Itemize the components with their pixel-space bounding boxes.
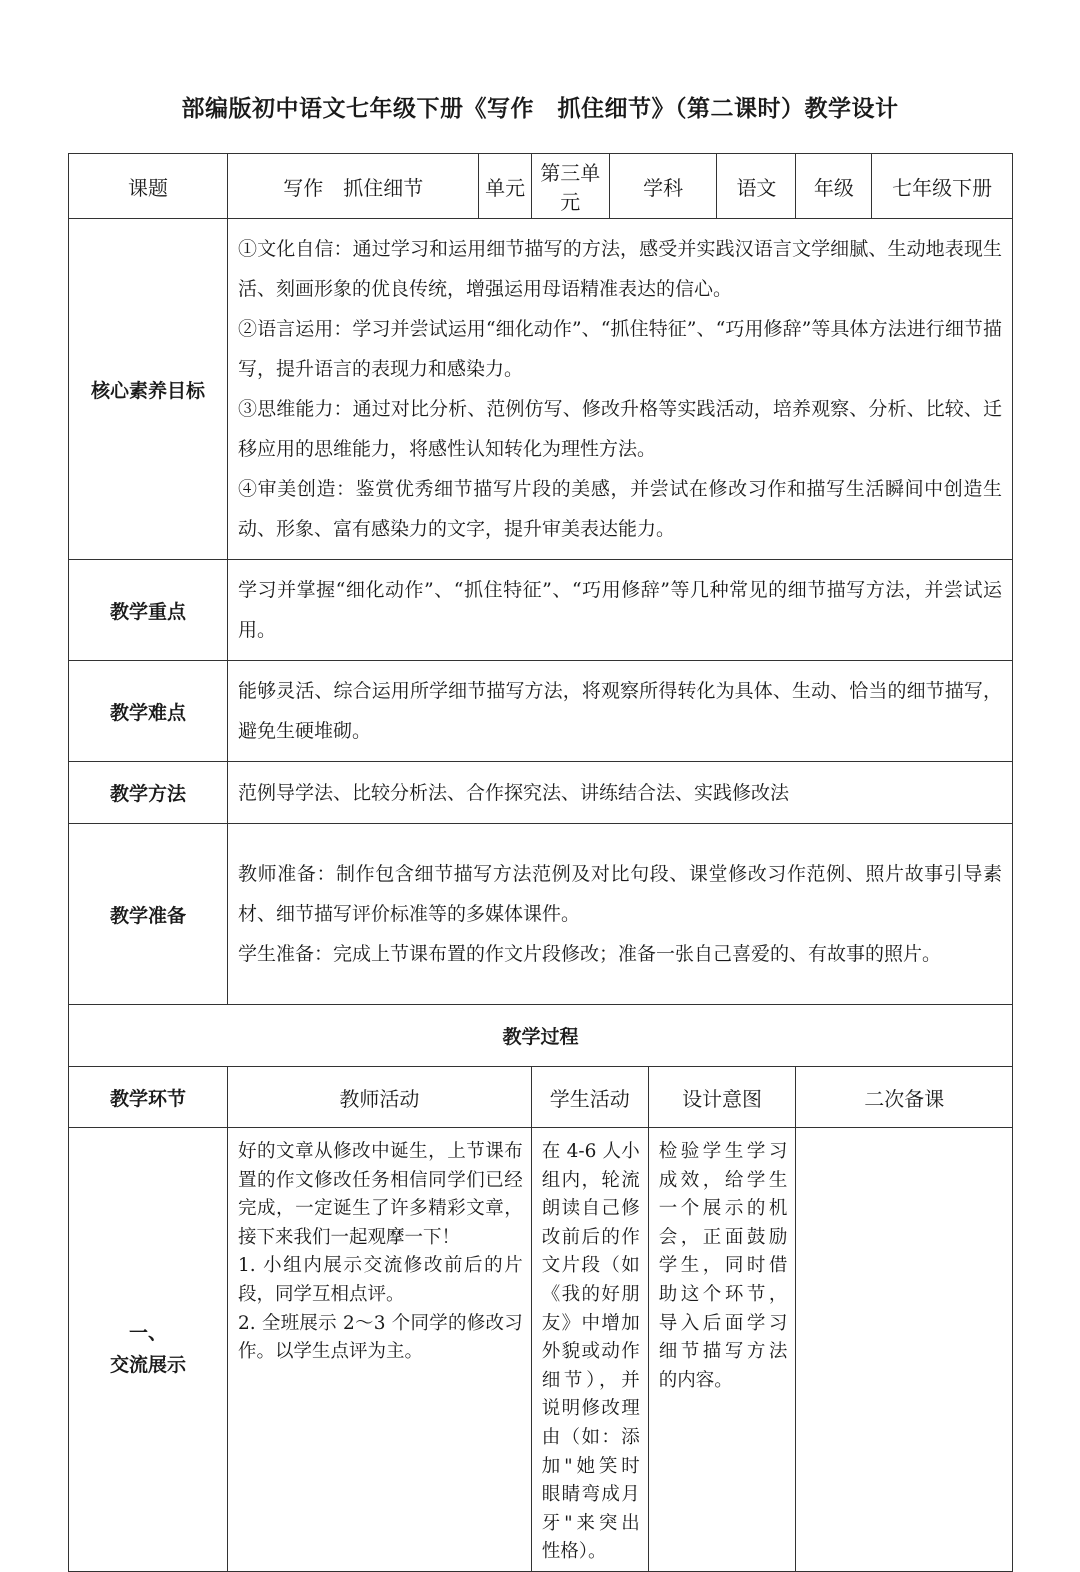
process-section-title: 教学过程 bbox=[69, 1005, 1013, 1067]
process-title-row bbox=[69, 1005, 1013, 1067]
core-goal-item: ②语言运用：学习并尝试运用“细化动作”、“抓住特征”、“巧用修辞”等具体方法进行细节描写，提升语言的表现力和感染力。 bbox=[238, 318, 1002, 380]
difficulty-row bbox=[69, 661, 1013, 762]
core-goal-item: ①文化自信：通过学习和运用细节描写的方法，感受并实践汉语言文学细腻、生动地表现生活、刻画形象的优良传统，增强运用母语精准表达的信心。 bbox=[238, 238, 1002, 300]
methods-row bbox=[69, 762, 1013, 824]
subject-label: 学科 bbox=[609, 154, 717, 219]
lesson-plan-table bbox=[68, 153, 1013, 1572]
student-preparation: 学生准备：完成上节课布置的作文片段修改；准备一张自己喜爱的、有故事的照片。 bbox=[238, 943, 942, 965]
core-goals-row bbox=[69, 219, 1013, 560]
student-activity-cell: 在 4-6 人小组内，轮流朗读自己修改前后的作文片段（如《我的好朋友》中增加外貌或动作细节），并说明修改理由（如：添加"她笑时眼睛弯成月牙"来突出性格）。 bbox=[531, 1128, 648, 1572]
key-point-label: 教学重点 bbox=[69, 560, 228, 661]
core-goals-content bbox=[228, 219, 1013, 560]
subject-value: 语文 bbox=[717, 154, 796, 219]
methods-label: 教学方法 bbox=[69, 762, 228, 824]
methods-text: 范例导学法、比较分析法、合作探究法、讲练结合法、实践修改法 bbox=[228, 762, 1013, 824]
process-row bbox=[69, 1128, 1013, 1572]
design-intent-header: 设计意图 bbox=[648, 1067, 796, 1128]
core-goal-item: ④审美创造：鉴赏优秀细节描写片段的美感，并尝试在修改习作和描写生活瞬间中创造生动、形象、富有感染力的文字，提升审美表达能力。 bbox=[238, 478, 1002, 540]
stage-header: 教学环节 bbox=[69, 1067, 228, 1128]
preparation-content bbox=[228, 824, 1013, 1005]
unit-value: 第三单元 bbox=[531, 154, 609, 219]
stage-cell bbox=[69, 1128, 228, 1572]
teacher-activity-header: 教师活动 bbox=[228, 1067, 532, 1128]
second-prep-header: 二次备课 bbox=[796, 1067, 1013, 1128]
core-goal-item: ③思维能力：通过对比分析、范例仿写、修改升格等实践活动，培养观察、分析、比较、迁移应用的思维能力，将感性认知转化为理性方法。 bbox=[238, 398, 1002, 460]
difficulty-text: 能够灵活、综合运用所学细节描写方法，将观察所得转化为具体、生动、恰当的细节描写，避免生硬堆砌。 bbox=[228, 661, 1013, 762]
teacher-activity-line: 2. 全班展示 2～3 个同学的修改习作。以学生点评为主。 bbox=[238, 1312, 523, 1363]
process-header-row bbox=[69, 1067, 1013, 1128]
grade-value: 七年级下册 bbox=[872, 154, 1013, 219]
info-row bbox=[69, 154, 1013, 219]
preparation-label: 教学准备 bbox=[69, 824, 228, 1005]
key-point-row bbox=[69, 560, 1013, 661]
stage-number: 一、 bbox=[129, 1322, 168, 1345]
difficulty-label: 教学难点 bbox=[69, 661, 228, 762]
document-title: 部编版初中语文七年级下册《写作 抓住细节》（第二课时）教学设计 bbox=[181, 95, 899, 122]
grade-label: 年级 bbox=[796, 154, 872, 219]
unit-label: 单元 bbox=[479, 154, 531, 219]
second-prep-cell bbox=[796, 1128, 1013, 1572]
stage-name: 交流展示 bbox=[110, 1354, 187, 1377]
core-goals-label: 核心素养目标 bbox=[69, 219, 228, 560]
topic-label: 课题 bbox=[69, 154, 228, 219]
topic-value: 写作 抓住细节 bbox=[228, 154, 479, 219]
preparation-row bbox=[69, 824, 1013, 1005]
key-point-text: 学习并掌握“细化动作”、“抓住特征”、“巧用修辞”等几种常见的细节描写方法，并尝试运用。 bbox=[228, 560, 1013, 661]
teacher-activity-line: 好的文章从修改中诞生，上节课布置的作文修改任务相信同学们已经完成，一定诞生了许多精彩文章，接下来我们一起观摩一下！ bbox=[238, 1141, 523, 1248]
design-intent-cell: 检验学生学习成效，给学生一个展示的机会，正面鼓励学生，同时借助这个环节，导入后面学习细节描写方法的内容。 bbox=[648, 1128, 796, 1572]
teacher-activity-line: 1. 小组内展示交流修改前后的片段，同学互相点评。 bbox=[238, 1255, 523, 1305]
teacher-preparation: 教师准备：制作包含细节描写方法范例及对比句段、课堂修改习作范例、照片故事引导素材、细节描写评价标准等的多媒体课件。 bbox=[238, 863, 1002, 925]
student-activity-header: 学生活动 bbox=[531, 1067, 648, 1128]
teacher-activity-cell bbox=[228, 1128, 532, 1572]
